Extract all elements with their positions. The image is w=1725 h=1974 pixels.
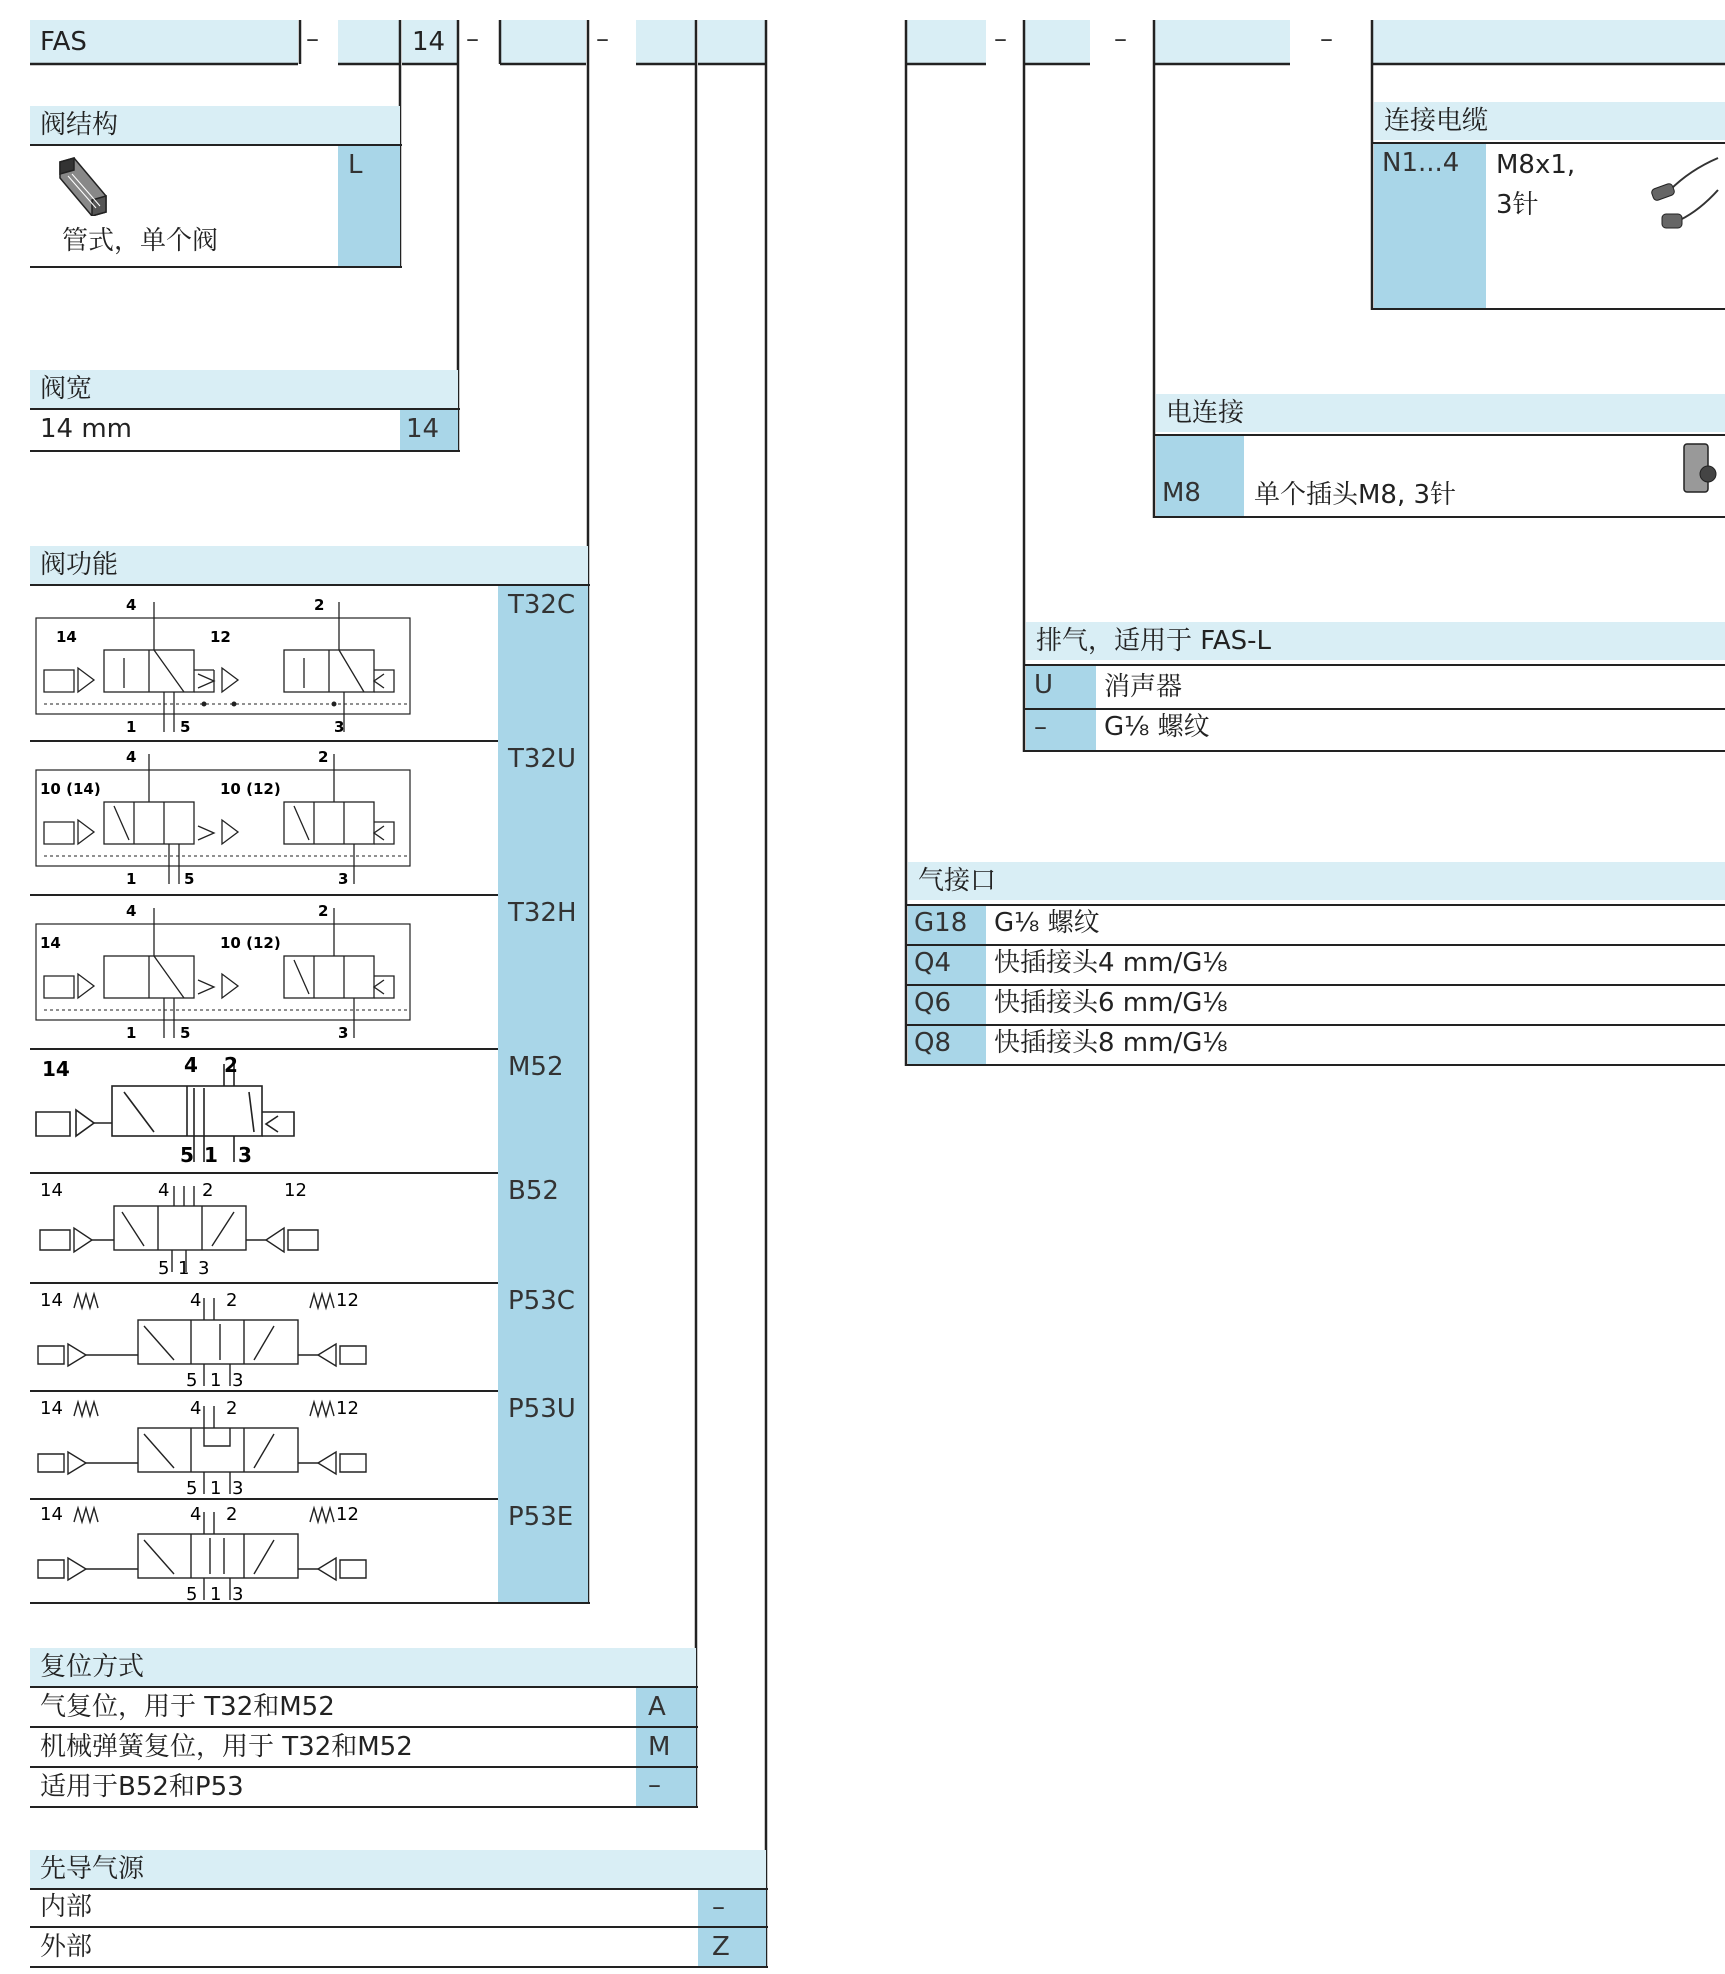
ports-desc-1: 快插接头4 mm/G⅛ bbox=[994, 948, 1228, 978]
divider bbox=[30, 1390, 498, 1392]
svg-text:12: 12 bbox=[284, 1180, 307, 1201]
svg-text:2: 2 bbox=[226, 1398, 238, 1419]
cable-title: 连接电缆 bbox=[1384, 106, 1489, 136]
svg-text:2: 2 bbox=[226, 1504, 238, 1525]
function-code-t32c: T32C bbox=[508, 590, 576, 620]
svg-text:1: 1 bbox=[204, 1143, 218, 1167]
svg-text:3: 3 bbox=[232, 1478, 244, 1496]
svg-text:2: 2 bbox=[318, 902, 329, 920]
top-field-fas bbox=[30, 20, 298, 64]
prefix-fas: FAS bbox=[40, 27, 87, 57]
plug-icon bbox=[1680, 440, 1720, 496]
divider bbox=[30, 450, 460, 452]
valve-symbol-p53u bbox=[34, 1396, 374, 1496]
svg-text:10 (12): 10 (12) bbox=[220, 934, 281, 952]
dash-6: – bbox=[1320, 24, 1333, 54]
section-title-ports bbox=[908, 862, 1725, 900]
exhaust-desc-1: G⅛ 螺纹 bbox=[1104, 712, 1210, 742]
svg-text:14: 14 bbox=[40, 1290, 63, 1311]
svg-text:14: 14 bbox=[40, 1398, 63, 1419]
exhaust-code-0: U bbox=[1034, 670, 1054, 700]
svg-text:4: 4 bbox=[184, 1053, 198, 1077]
function-code-b52: B52 bbox=[508, 1176, 559, 1206]
label-14: 14 bbox=[56, 628, 77, 646]
code-column bbox=[498, 586, 588, 1602]
valve-symbol-p53e bbox=[34, 1502, 374, 1602]
top-field-exhaust bbox=[1024, 20, 1090, 64]
divider bbox=[30, 1282, 498, 1284]
valve-symbol-t32c bbox=[34, 592, 414, 740]
svg-text:2: 2 bbox=[226, 1290, 238, 1311]
divider bbox=[30, 266, 402, 268]
valve-symbol-p53c bbox=[34, 1288, 374, 1388]
section-title-valve-structure bbox=[30, 106, 400, 144]
svg-text:14: 14 bbox=[42, 1057, 70, 1081]
divider bbox=[30, 894, 498, 896]
top-field-reset bbox=[636, 20, 696, 64]
svg-text:4: 4 bbox=[126, 902, 137, 920]
ports-desc-0: G⅛ 螺纹 bbox=[994, 908, 1100, 938]
divider bbox=[30, 1498, 498, 1500]
dash-1: – bbox=[306, 24, 319, 54]
divider bbox=[1154, 516, 1725, 518]
ports-code-1: Q4 bbox=[914, 948, 952, 978]
svg-text:4: 4 bbox=[190, 1504, 202, 1525]
svg-text:14: 14 bbox=[40, 1504, 63, 1525]
svg-text:4: 4 bbox=[190, 1290, 202, 1311]
svg-text:5: 5 bbox=[180, 718, 191, 736]
svg-text:4: 4 bbox=[126, 748, 137, 766]
function-code-m52: M52 bbox=[508, 1052, 564, 1082]
ports-title: 气接口 bbox=[918, 866, 997, 896]
ports-code-3: Q8 bbox=[914, 1028, 952, 1058]
width-code: 14 bbox=[412, 27, 446, 57]
pilot-title: 先导气源 bbox=[40, 1854, 145, 1884]
electrical-desc: 单个插头M8, 3针 bbox=[1254, 480, 1457, 510]
svg-text:4: 4 bbox=[158, 1180, 170, 1201]
function-code-t32u: T32U bbox=[508, 744, 576, 774]
divider bbox=[1024, 664, 1725, 666]
exhaust-desc-0: 消声器 bbox=[1104, 672, 1183, 702]
top-field-electrical bbox=[1154, 20, 1290, 64]
top-field-width bbox=[402, 20, 458, 64]
function-code-t32h: T32H bbox=[508, 898, 577, 928]
exhaust-code-1: – bbox=[1034, 712, 1047, 742]
divider bbox=[30, 1806, 698, 1808]
section-title-valve-width bbox=[30, 370, 458, 408]
function-code-p53u: P53U bbox=[508, 1394, 576, 1424]
svg-text:5: 5 bbox=[186, 1478, 198, 1496]
svg-text:12: 12 bbox=[336, 1504, 359, 1525]
divider bbox=[30, 1926, 768, 1928]
reset-desc-1: 机械弹簧复位，用于 T32和M52 bbox=[40, 1732, 413, 1762]
svg-text:1: 1 bbox=[210, 1584, 222, 1602]
valve-function-title: 阀功能 bbox=[40, 550, 119, 580]
exhaust-title: 排气，适用于 FAS-L bbox=[1036, 626, 1271, 656]
section-title-pilot bbox=[30, 1850, 766, 1888]
section-title-cable bbox=[1374, 102, 1725, 140]
section-title-electrical bbox=[1156, 394, 1725, 432]
svg-text:1: 1 bbox=[126, 870, 137, 888]
svg-text:3: 3 bbox=[232, 1584, 244, 1602]
cable-icon bbox=[1650, 150, 1720, 240]
svg-text:4: 4 bbox=[190, 1398, 202, 1419]
ports-desc-2: 快插接头6 mm/G⅛ bbox=[994, 988, 1228, 1018]
reset-desc-0: 气复位，用于 T32和M52 bbox=[40, 1692, 335, 1722]
svg-text:3: 3 bbox=[338, 870, 349, 888]
divider bbox=[30, 1966, 768, 1968]
function-code-p53c: P53C bbox=[508, 1286, 575, 1316]
divider bbox=[30, 1172, 498, 1174]
top-field-structure bbox=[338, 20, 400, 64]
svg-text:5: 5 bbox=[186, 1584, 198, 1602]
dash-4: – bbox=[994, 24, 1007, 54]
valve-structure-desc: 管式，单个阀 bbox=[62, 226, 219, 256]
valve-symbol-m52 bbox=[34, 1052, 324, 1172]
reset-code-1: M bbox=[648, 1732, 671, 1762]
reset-title: 复位方式 bbox=[40, 1652, 145, 1682]
valve-width-value: 14 mm bbox=[40, 414, 133, 444]
divider bbox=[30, 740, 498, 742]
svg-text:5: 5 bbox=[158, 1258, 170, 1278]
svg-text:14: 14 bbox=[40, 934, 61, 952]
ports-desc-3: 快插接头8 mm/G⅛ bbox=[994, 1028, 1228, 1058]
valve-width-code: 14 bbox=[406, 414, 440, 444]
dash-2: – bbox=[466, 24, 479, 54]
valve-structure-code: L bbox=[348, 150, 363, 180]
svg-text:3: 3 bbox=[198, 1258, 210, 1278]
cable-code: N1...4 bbox=[1382, 148, 1460, 178]
reset-desc-2: 适用于B52和P53 bbox=[40, 1772, 244, 1802]
svg-text:1: 1 bbox=[210, 1478, 222, 1496]
svg-text:5: 5 bbox=[180, 1143, 194, 1167]
svg-text:3: 3 bbox=[238, 1143, 252, 1167]
top-field-function bbox=[500, 20, 586, 64]
valve-symbol-t32u bbox=[34, 744, 414, 892]
svg-text:5: 5 bbox=[186, 1370, 198, 1388]
svg-text:5: 5 bbox=[184, 870, 195, 888]
svg-text:2: 2 bbox=[314, 596, 325, 614]
cable-desc-line2: 3针 bbox=[1496, 190, 1539, 220]
svg-text:2: 2 bbox=[202, 1180, 214, 1201]
svg-text:3: 3 bbox=[334, 718, 345, 736]
svg-text:14: 14 bbox=[40, 1180, 63, 1201]
divider bbox=[1024, 750, 1725, 752]
svg-text:1: 1 bbox=[210, 1370, 222, 1388]
svg-text:2: 2 bbox=[224, 1053, 238, 1077]
ports-code-0: G18 bbox=[914, 908, 968, 938]
section-title-valve-function bbox=[30, 546, 588, 584]
svg-text:5: 5 bbox=[180, 1024, 191, 1042]
top-field-ports bbox=[906, 20, 986, 64]
svg-text:4: 4 bbox=[126, 596, 137, 614]
top-field-pilot bbox=[698, 20, 766, 64]
dash-3: – bbox=[596, 24, 609, 54]
code-column bbox=[698, 1890, 766, 1966]
electrical-code: M8 bbox=[1162, 478, 1201, 508]
svg-text:3: 3 bbox=[232, 1370, 244, 1388]
section-title-exhaust bbox=[1026, 622, 1725, 660]
electrical-title: 电连接 bbox=[1166, 398, 1245, 428]
svg-text:12: 12 bbox=[336, 1398, 359, 1419]
divider bbox=[1372, 308, 1725, 310]
svg-text:10 (12): 10 (12) bbox=[220, 780, 281, 798]
section-title-reset bbox=[30, 1648, 696, 1686]
reset-code-0: A bbox=[648, 1692, 666, 1722]
valve-width-title: 阀宽 bbox=[40, 374, 93, 404]
cable-desc-line1: M8x1, bbox=[1496, 150, 1576, 180]
svg-text:1: 1 bbox=[126, 1024, 137, 1042]
pilot-desc-0: 内部 bbox=[40, 1892, 93, 1922]
pilot-code-1: Z bbox=[712, 1932, 730, 1962]
divider bbox=[30, 1888, 768, 1890]
svg-text:10 (14): 10 (14) bbox=[40, 780, 101, 798]
valve-symbol-t32h bbox=[34, 898, 414, 1046]
pilot-code-0: – bbox=[712, 1892, 725, 1922]
ports-code-2: Q6 bbox=[914, 988, 952, 1018]
divider bbox=[30, 1048, 498, 1050]
valve-symbol-b52 bbox=[34, 1176, 334, 1278]
divider bbox=[906, 1064, 1725, 1066]
svg-text:12: 12 bbox=[336, 1290, 359, 1311]
svg-text:1: 1 bbox=[178, 1258, 190, 1278]
dash-5: – bbox=[1114, 24, 1127, 54]
svg-text:3: 3 bbox=[338, 1024, 349, 1042]
pilot-desc-1: 外部 bbox=[40, 1932, 93, 1962]
valve-structure-title: 阀结构 bbox=[40, 110, 119, 140]
divider bbox=[30, 1602, 590, 1604]
top-field-cable bbox=[1372, 20, 1725, 64]
svg-text:1: 1 bbox=[126, 718, 137, 736]
svg-text:2: 2 bbox=[318, 748, 329, 766]
svg-text:12: 12 bbox=[210, 628, 231, 646]
function-code-p53e: P53E bbox=[508, 1502, 574, 1532]
valve-module-icon bbox=[56, 156, 112, 216]
reset-code-2: – bbox=[648, 1770, 661, 1800]
